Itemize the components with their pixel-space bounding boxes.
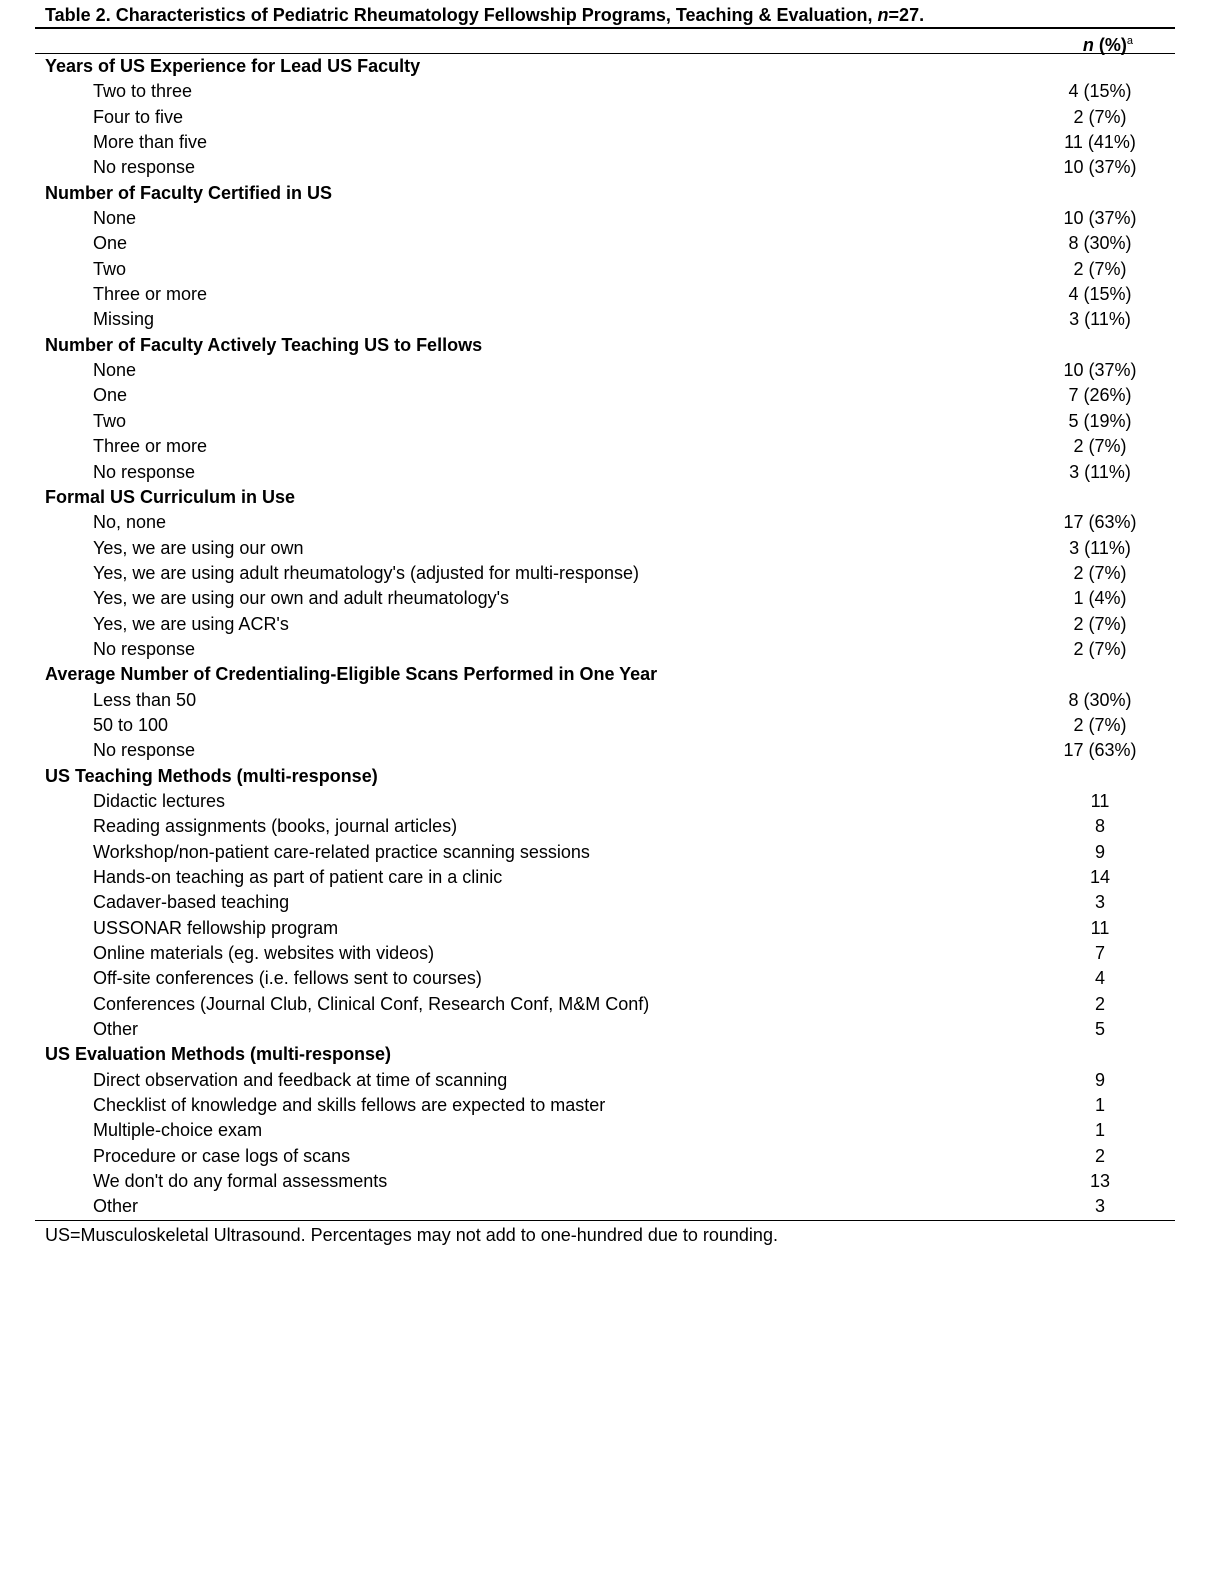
table-row — [35, 814, 1175, 839]
row-label: Yes, we are using ACR's — [93, 613, 289, 634]
row-label: Yes, we are using our own and adult rheumatology's — [93, 588, 510, 609]
row-value: 8 — [1094, 816, 1105, 837]
table-row — [35, 586, 1175, 611]
table-row — [35, 637, 1175, 662]
row-label: None — [93, 360, 137, 381]
title-n: n — [877, 5, 889, 25]
row-value: 1 — [1094, 1120, 1105, 1141]
row-value: 14 — [1089, 867, 1111, 887]
row-value: 3 (11%) — [1069, 309, 1131, 330]
row-label: Cadaver-based teaching — [93, 892, 290, 913]
table-row — [35, 865, 1175, 890]
table-row — [35, 1068, 1175, 1093]
row-value: 11 — [1090, 790, 1110, 811]
section-heading — [35, 764, 1175, 789]
row-label: Off-site conferences (i.e. fellows sent to courses) — [93, 968, 482, 989]
table-row — [35, 789, 1175, 814]
column-header-percent: (%) — [1093, 35, 1127, 55]
title-text: Table 2. Characteristics of Pediatric Rheumatology Fellowship Programs, Teaching & Evaluation, — [45, 5, 878, 25]
row-label: Yes, we are using adult rheumatology's (adjusted for multi-response) — [93, 562, 640, 583]
table-row — [35, 231, 1175, 256]
table-header — [35, 29, 1175, 54]
row-label: No, none — [93, 512, 167, 533]
row-label: Didactic lectures — [93, 790, 226, 811]
row-value: 11 — [1090, 917, 1110, 938]
row-value: 4 (15%) — [1068, 284, 1132, 305]
table-row — [35, 561, 1175, 586]
table-row — [35, 1194, 1175, 1219]
table-row — [35, 738, 1175, 763]
row-value: 3 — [1094, 892, 1105, 913]
row-value: 13 — [1089, 1171, 1111, 1192]
table-row — [35, 510, 1175, 535]
row-value: 9 — [1094, 841, 1105, 862]
table-row — [35, 409, 1175, 434]
row-value: 5 (19%) — [1068, 410, 1132, 431]
row-label: Other — [93, 1196, 139, 1217]
table-row — [35, 155, 1175, 180]
table-row — [35, 992, 1175, 1017]
document-page — [35, 0, 1175, 1249]
row-label: Procedure or case logs of scans — [93, 1145, 351, 1166]
row-label: Yes, we are using our own — [93, 537, 304, 558]
row-value: 2 (7%) — [1073, 638, 1127, 659]
table-row — [35, 916, 1175, 941]
table-row — [35, 79, 1175, 104]
table-row — [35, 941, 1175, 966]
row-label: Two to three — [93, 81, 193, 102]
section-heading — [35, 181, 1175, 206]
column-header-n-percent — [1083, 29, 1133, 57]
section-heading-label: Formal US Curriculum in Use — [45, 486, 296, 507]
row-label: One — [93, 233, 128, 254]
row-value: 17 (63%) — [1063, 512, 1137, 533]
table-row — [35, 206, 1175, 231]
table-row — [35, 307, 1175, 332]
row-label: Online materials (eg. websites with videos) — [93, 943, 435, 964]
row-label: Checklist of knowledge and skills fellows are expected to master — [93, 1095, 606, 1116]
row-value: 2 (7%) — [1073, 258, 1127, 279]
row-label: Three or more — [93, 284, 208, 305]
table-row — [35, 890, 1175, 915]
row-value: 2 — [1094, 993, 1105, 1014]
table-row — [35, 1093, 1175, 1118]
table-row — [35, 1118, 1175, 1143]
row-value: 3 (11%) — [1069, 537, 1131, 558]
section-heading — [35, 333, 1175, 358]
row-value: 3 (11%) — [1069, 461, 1131, 482]
row-value: 3 — [1094, 1196, 1105, 1217]
row-label: Hands-on teaching as part of patient care in a clinic — [93, 867, 503, 887]
table-row — [35, 1169, 1175, 1194]
table-row — [35, 460, 1175, 485]
section-heading — [35, 485, 1175, 510]
row-value: 10 (37%) — [1063, 360, 1137, 381]
row-label: No response — [93, 461, 196, 482]
row-value: 2 (7%) — [1073, 562, 1127, 583]
table-row — [35, 840, 1175, 865]
row-value: 10 (37%) — [1063, 157, 1137, 178]
section-heading — [35, 1042, 1175, 1067]
row-label: Multiple-choice exam — [93, 1120, 263, 1141]
table-row — [35, 257, 1175, 282]
row-label: One — [93, 385, 128, 406]
section-heading-label: Average Number of Credentialing-Eligible Scans Performed in One Year — [45, 664, 658, 685]
table-title — [35, 0, 1175, 27]
row-value: 4 (15%) — [1068, 81, 1132, 102]
row-value: 17 (63%) — [1063, 740, 1137, 761]
column-header-footnote-mark: a — [1126, 35, 1133, 47]
row-value: 2 — [1094, 1145, 1105, 1166]
row-value: 2 (7%) — [1073, 714, 1127, 735]
row-label: Two — [93, 410, 127, 431]
table-row — [35, 383, 1175, 408]
row-label: We don't do any formal assessments — [93, 1171, 388, 1192]
row-value: 1 (4%) — [1073, 588, 1127, 609]
section-heading — [35, 54, 1175, 79]
row-value: 9 — [1094, 1069, 1105, 1090]
row-value: 1 — [1094, 1095, 1105, 1116]
table-footnote: US=Musculoskeletal Ultrasound. Percentages may not add to one-hundred due to rounding. — [45, 1224, 778, 1245]
row-label: Three or more — [93, 436, 208, 457]
table-row — [35, 434, 1175, 459]
table-row — [35, 713, 1175, 738]
section-heading-label: Number of Faculty Certified in US — [45, 182, 333, 203]
row-label: Missing — [93, 309, 155, 330]
row-value: 4 — [1094, 968, 1105, 989]
title-suffix: =27. — [888, 5, 925, 25]
table-row — [35, 358, 1175, 383]
table-row — [35, 966, 1175, 991]
table-row — [35, 282, 1175, 307]
section-heading-label: Years of US Experience for Lead US Faculty — [45, 56, 421, 76]
row-label: Workshop/non-patient care-related practice scanning sessions — [93, 841, 590, 862]
column-header-n: n — [1082, 35, 1094, 55]
row-label: Reading assignments (books, journal articles) — [93, 816, 458, 837]
table-row — [35, 536, 1175, 561]
row-value: 5 — [1094, 1019, 1105, 1040]
table-row — [35, 130, 1175, 155]
row-value: 2 (7%) — [1073, 613, 1127, 634]
row-label: USSONAR fellowship program — [93, 917, 339, 938]
row-label: 50 to 100 — [93, 714, 169, 735]
row-value: 7 — [1094, 943, 1105, 964]
row-label: No response — [93, 157, 196, 178]
row-label: Conferences (Journal Club, Clinical Conf, Research Conf, M&M Conf) — [93, 993, 650, 1014]
row-label: No response — [93, 740, 196, 761]
row-value: 2 (7%) — [1073, 106, 1127, 127]
section-heading-label: Number of Faculty Actively Teaching US to Fellows — [45, 334, 483, 355]
row-label: Other — [93, 1019, 139, 1040]
row-label: Two — [93, 258, 127, 279]
row-label: None — [93, 208, 137, 229]
row-label: More than five — [93, 132, 208, 153]
row-label: Four to five — [93, 106, 184, 127]
row-value: 8 (30%) — [1068, 233, 1132, 254]
row-value: 10 (37%) — [1063, 208, 1137, 229]
table-row — [35, 1144, 1175, 1169]
row-value: 8 (30%) — [1068, 689, 1132, 710]
table-row — [35, 1017, 1175, 1042]
section-heading-label: US Teaching Methods (multi-response) — [45, 765, 378, 786]
table-row — [35, 688, 1175, 713]
table-row — [35, 612, 1175, 637]
row-value: 2 (7%) — [1073, 436, 1127, 457]
row-label: Direct observation and feedback at time of scanning — [93, 1069, 508, 1090]
row-value: 11 (41%) — [1064, 132, 1136, 153]
row-label: Less than 50 — [93, 689, 197, 710]
section-heading — [35, 662, 1175, 687]
row-label: No response — [93, 638, 196, 659]
section-heading-label: US Evaluation Methods (multi-response) — [45, 1044, 392, 1065]
table-body — [35, 54, 1175, 1220]
row-value: 7 (26%) — [1068, 385, 1132, 406]
table-row — [35, 105, 1175, 130]
